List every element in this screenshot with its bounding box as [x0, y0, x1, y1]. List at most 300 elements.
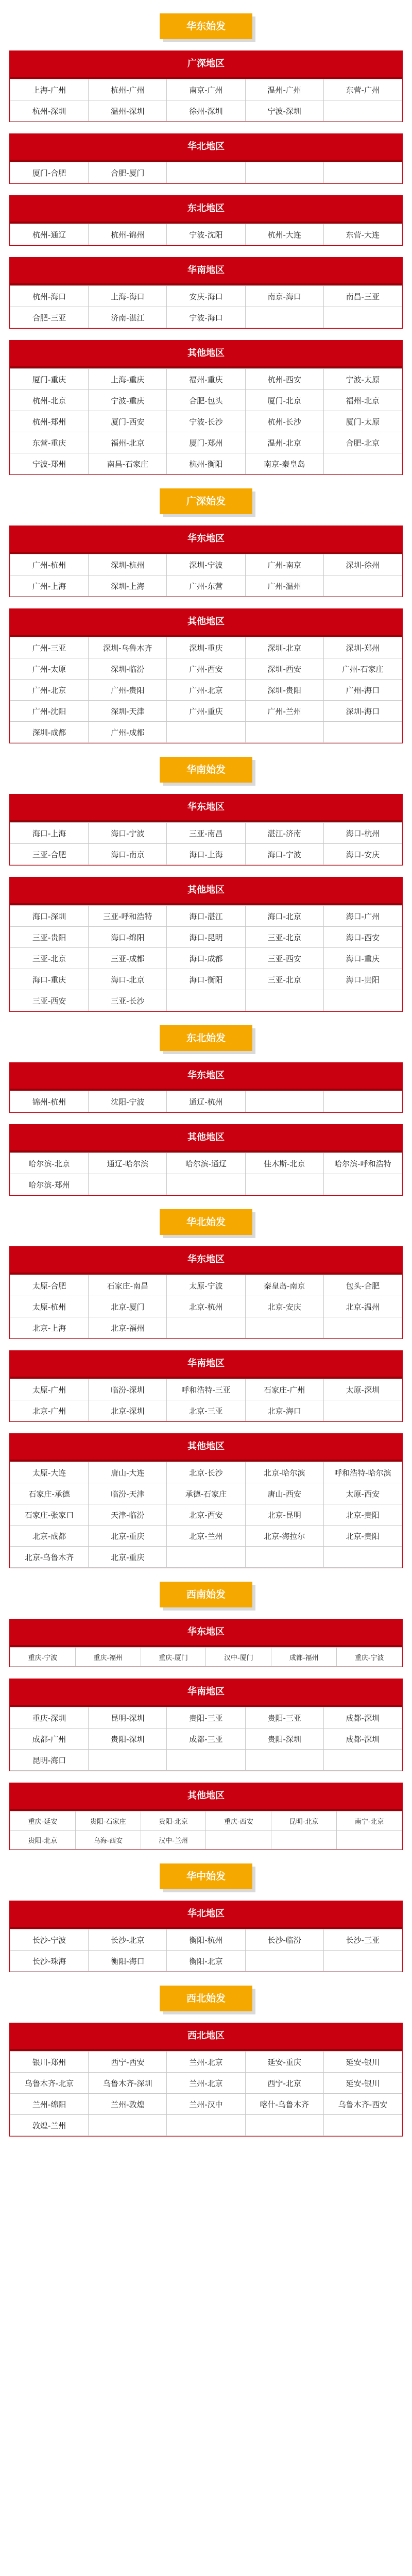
route-cell[interactable]: 杭州-海口: [10, 286, 89, 307]
route-row: [10, 1091, 402, 1112]
route-row: [10, 79, 402, 100]
route-cell[interactable]: 成都-深圳: [323, 1707, 402, 1728]
empty-cell: [323, 1317, 402, 1338]
route-cell[interactable]: 广州-上海: [10, 575, 89, 597]
route-table: [10, 1647, 402, 1667]
route-cell[interactable]: 太原-深圳: [323, 1379, 402, 1400]
route-row: [10, 2073, 402, 2094]
route-cell[interactable]: 北京-安庆: [245, 1296, 323, 1317]
route-cell[interactable]: 厦门-太原: [323, 411, 402, 432]
route-row: [10, 844, 402, 865]
route-cell[interactable]: 北京-哈尔滨: [245, 1462, 323, 1483]
route-cell[interactable]: 长沙-北京: [89, 1929, 167, 1951]
route-cell[interactable]: 北京-深圳: [89, 1400, 167, 1421]
route-cell[interactable]: 东营-大连: [323, 224, 402, 245]
route-cell[interactable]: 北京-海拉尔: [245, 1526, 323, 1547]
route-row: [10, 224, 402, 245]
route-cell[interactable]: 海口-北京: [245, 906, 323, 927]
route-cell[interactable]: 杭州-西安: [245, 369, 323, 390]
route-cell[interactable]: 广州-北京: [10, 680, 89, 701]
route-cell[interactable]: 西宁-西安: [89, 2052, 167, 2073]
route-cell[interactable]: 福州-北京: [89, 432, 167, 453]
route-cell[interactable]: 广州-海口: [323, 680, 402, 701]
route-cell[interactable]: 深圳-贵阳: [245, 680, 323, 701]
route-cell[interactable]: 深圳-临汾: [89, 658, 167, 680]
route-cell[interactable]: 安庆-海口: [167, 286, 245, 307]
route-cell[interactable]: 海口-重庆: [323, 948, 402, 969]
route-cell[interactable]: 佳木斯-北京: [245, 1153, 323, 1174]
route-cell[interactable]: 杭州-衡阳: [167, 453, 245, 474]
destination-panel: [9, 1783, 403, 1850]
route-row: [10, 286, 402, 307]
route-cell[interactable]: 贵阳-石家庄: [75, 1811, 141, 1831]
route-cell[interactable]: 杭州-北京: [10, 390, 89, 411]
route-cell[interactable]: 哈尔滨-呼和浩特: [323, 1153, 402, 1174]
route-cell[interactable]: 深圳-重庆: [167, 637, 245, 658]
route-cell[interactable]: 广州-三亚: [10, 637, 89, 658]
route-row: [10, 100, 402, 122]
route-cell[interactable]: 重庆-深圳: [10, 1707, 89, 1728]
route-cell[interactable]: 乌海-西安: [75, 1831, 141, 1850]
route-cell[interactable]: 宁波-郑州: [10, 453, 89, 474]
route-cell[interactable]: 通辽-哈尔滨: [89, 1153, 167, 1174]
route-cell[interactable]: 厦门-西安: [89, 411, 167, 432]
region-title: 华北地区: [10, 1901, 402, 1929]
route-cell[interactable]: 沈阳-宁波: [89, 1091, 167, 1112]
route-cell[interactable]: 福州-北京: [323, 390, 402, 411]
route-cell[interactable]: 北京-成都: [10, 1526, 89, 1547]
route-cell[interactable]: 宁波-深圳: [245, 100, 323, 122]
route-cell[interactable]: 广州-太原: [10, 658, 89, 680]
route-row: [10, 1526, 402, 1547]
route-cell[interactable]: 深圳-北京: [245, 637, 323, 658]
route-cell[interactable]: 贵阳-北京: [10, 1831, 76, 1850]
route-cell[interactable]: 广州-重庆: [167, 701, 245, 722]
route-row: [10, 1504, 402, 1526]
route-cell[interactable]: 广州-杭州: [10, 554, 89, 575]
route-cell[interactable]: 三亚-成都: [89, 948, 167, 969]
route-cell[interactable]: 延安-重庆: [245, 2052, 323, 2073]
destination-panel: [9, 1246, 403, 1339]
route-cell[interactable]: 兰州-北京: [167, 2052, 245, 2073]
route-cell[interactable]: 汉中-兰州: [141, 1831, 206, 1850]
destination-panel: [9, 608, 403, 743]
route-cell[interactable]: 重庆-宁波: [10, 1648, 76, 1667]
destination-panel: [9, 794, 403, 866]
empty-cell: [323, 307, 402, 328]
route-cell[interactable]: 重庆-延安: [10, 1811, 76, 1831]
route-cell[interactable]: 广州-成都: [89, 722, 167, 743]
route-cell[interactable]: 石家庄-广州: [245, 1379, 323, 1400]
route-cell[interactable]: 广州-北京: [167, 680, 245, 701]
route-cell[interactable]: 北京-温州: [323, 1296, 402, 1317]
route-cell[interactable]: 海口-宁波: [89, 823, 167, 844]
route-row: [10, 1275, 402, 1296]
empty-cell: [323, 162, 402, 183]
route-cell[interactable]: 深圳-宁波: [167, 554, 245, 575]
route-cell[interactable]: 贵阳-三亚: [167, 1707, 245, 1728]
route-cell[interactable]: 海口-上海: [10, 823, 89, 844]
empty-cell: [167, 1174, 245, 1195]
route-cell[interactable]: 广州-东营: [167, 575, 245, 597]
route-cell[interactable]: 海口-绵阳: [89, 927, 167, 948]
route-cell[interactable]: 昆明-深圳: [89, 1707, 167, 1728]
route-cell[interactable]: 东营-重庆: [10, 432, 89, 453]
destination-panel: [9, 1062, 403, 1113]
route-cell[interactable]: 北京-杭州: [167, 1296, 245, 1317]
route-cell[interactable]: 石家庄-南昌: [89, 1275, 167, 1296]
route-table: [10, 2051, 402, 2136]
empty-cell: [337, 1831, 402, 1850]
route-cell[interactable]: 贵阳-三亚: [245, 1707, 323, 1728]
destination-panel: [9, 257, 403, 329]
route-cell[interactable]: 三亚-长沙: [89, 990, 167, 1011]
route-cell[interactable]: 重庆-厦门: [141, 1648, 206, 1667]
route-cell[interactable]: 乌鲁木齐-西安: [323, 2094, 402, 2115]
route-cell[interactable]: 广州-南京: [245, 554, 323, 575]
route-cell[interactable]: 南宁-北京: [337, 1811, 402, 1831]
route-cell[interactable]: 广州-兰州: [245, 701, 323, 722]
route-cell[interactable]: 海口-深圳: [10, 906, 89, 927]
route-cell[interactable]: 石家庄-承德: [10, 1483, 89, 1504]
route-cell[interactable]: 乌鲁木齐-北京: [10, 2073, 89, 2094]
route-cell[interactable]: 合肥-包头: [167, 390, 245, 411]
route-cell[interactable]: 天津-临汾: [89, 1504, 167, 1526]
destination-panel: [9, 340, 403, 475]
route-cell[interactable]: 合肥-北京: [323, 432, 402, 453]
empty-cell: [167, 722, 245, 743]
route-cell[interactable]: 杭州-广州: [89, 79, 167, 100]
destination-panel: [9, 526, 403, 597]
empty-cell: [245, 162, 323, 183]
route-cell[interactable]: 长沙-珠海: [10, 1951, 89, 1972]
destination-panel: [9, 1679, 403, 1771]
route-cell[interactable]: 海口-安庆: [323, 844, 402, 865]
route-cell[interactable]: 海口-湛江: [167, 906, 245, 927]
route-cell[interactable]: 呼和浩特-哈尔滨: [323, 1462, 402, 1483]
route-cell[interactable]: 温州-北京: [245, 432, 323, 453]
route-cell[interactable]: 敦煌-兰州: [10, 2115, 89, 2136]
route-cell[interactable]: 温州-广州: [245, 79, 323, 100]
route-cell[interactable]: 广州-西安: [167, 658, 245, 680]
region-title: 华东地区: [10, 1247, 402, 1275]
route-cell[interactable]: 太原-杭州: [10, 1296, 89, 1317]
route-cell[interactable]: 太原-宁波: [167, 1275, 245, 1296]
region-title: 华东地区: [10, 1063, 402, 1091]
route-cell[interactable]: 海口-重庆: [10, 969, 89, 990]
route-table: [10, 1929, 402, 1972]
route-cell[interactable]: 杭州-长沙: [245, 411, 323, 432]
route-cell[interactable]: 宁波-沈阳: [167, 224, 245, 245]
route-cell[interactable]: 海口-上海: [167, 844, 245, 865]
origin-tag: 西北始发: [160, 1986, 252, 2011]
route-cell[interactable]: 衡阳-海口: [89, 1951, 167, 1972]
route-cell[interactable]: 三亚-北京: [245, 969, 323, 990]
destination-panel: [9, 1619, 403, 1667]
route-cell[interactable]: 海口-宁波: [245, 844, 323, 865]
route-cell[interactable]: 福州-重庆: [167, 369, 245, 390]
destination-panel: [9, 195, 403, 246]
empty-cell: [271, 1831, 337, 1850]
route-cell[interactable]: 太原-大连: [10, 1462, 89, 1483]
route-row: [10, 1462, 402, 1483]
route-cell[interactable]: 深圳-杭州: [89, 554, 167, 575]
route-cell[interactable]: 临汾-深圳: [89, 1379, 167, 1400]
empty-cell: [323, 1547, 402, 1568]
route-cell[interactable]: 杭州-大连: [245, 224, 323, 245]
destination-panel: [9, 2023, 403, 2137]
route-cell[interactable]: 三亚-西安: [245, 948, 323, 969]
region-title: 其他地区: [10, 1125, 402, 1153]
empty-cell: [245, 1750, 323, 1771]
route-cell[interactable]: 北京-海口: [245, 1400, 323, 1421]
route-cell[interactable]: 锦州-杭州: [10, 1091, 89, 1112]
empty-cell: [245, 2115, 323, 2136]
route-cell[interactable]: 南京-秦皇岛: [245, 453, 323, 474]
route-cell[interactable]: 海口-南京: [89, 844, 167, 865]
route-cell[interactable]: 深圳-上海: [89, 575, 167, 597]
route-cell[interactable]: 三亚-南昌: [167, 823, 245, 844]
route-cell[interactable]: 南昌-石家庄: [89, 453, 167, 474]
route-row: [10, 307, 402, 328]
route-cell[interactable]: 北京-乌鲁木齐: [10, 1547, 89, 1568]
route-row: [10, 162, 402, 183]
route-cell[interactable]: 北京-贵阳: [323, 1526, 402, 1547]
route-cell[interactable]: 贵阳-深圳: [245, 1728, 323, 1750]
route-cell[interactable]: 成都-福州: [271, 1648, 337, 1667]
route-cell[interactable]: 哈尔滨-北京: [10, 1153, 89, 1174]
route-cell[interactable]: 北京-广州: [10, 1400, 89, 1421]
route-table: [10, 162, 402, 183]
route-cell[interactable]: 兰州-绵阳: [10, 2094, 89, 2115]
route-cell[interactable]: 深圳-成都: [10, 722, 89, 743]
route-cell[interactable]: 石家庄-张家口: [10, 1504, 89, 1526]
route-cell[interactable]: 厦门-北京: [245, 390, 323, 411]
route-cell[interactable]: 三亚-呼和浩特: [89, 906, 167, 927]
route-cell[interactable]: 重庆-西安: [206, 1811, 271, 1831]
route-cell[interactable]: 通辽-杭州: [167, 1091, 245, 1112]
route-cell[interactable]: 宁波-长沙: [167, 411, 245, 432]
route-cell[interactable]: 三亚-贵阳: [10, 927, 89, 948]
route-row: [10, 927, 402, 948]
route-cell[interactable]: 成都-广州: [10, 1728, 89, 1750]
route-cell[interactable]: 上海-重庆: [89, 369, 167, 390]
route-cell[interactable]: 杭州-锦州: [89, 224, 167, 245]
route-cell[interactable]: 北京-上海: [10, 1317, 89, 1338]
route-cell[interactable]: 海口-昆明: [167, 927, 245, 948]
origin-section: [0, 1850, 412, 1972]
route-cell[interactable]: 海口-衡阳: [167, 969, 245, 990]
route-cell[interactable]: 北京-贵阳: [323, 1504, 402, 1526]
route-cell[interactable]: 杭州-郑州: [10, 411, 89, 432]
route-cell[interactable]: 海口-成都: [167, 948, 245, 969]
destination-panel: [9, 1901, 403, 1972]
destination-panel: [9, 1433, 403, 1568]
route-cell[interactable]: 三亚-北京: [245, 927, 323, 948]
route-cell[interactable]: 长沙-三亚: [323, 1929, 402, 1951]
route-cell[interactable]: 重庆-福州: [75, 1648, 141, 1667]
region-title: 华南地区: [10, 1351, 402, 1379]
empty-cell: [323, 575, 402, 597]
route-table: [10, 1811, 402, 1850]
route-cell[interactable]: 上海-海口: [89, 286, 167, 307]
origin-section: [0, 475, 412, 743]
route-cell[interactable]: 延安-银川: [323, 2073, 402, 2094]
route-cell[interactable]: 太原-合肥: [10, 1275, 89, 1296]
route-cell[interactable]: 杭州-深圳: [10, 100, 89, 122]
region-title: 华东地区: [10, 526, 402, 554]
route-cell[interactable]: 南昌-三亚: [323, 286, 402, 307]
route-cell[interactable]: 喀什-乌鲁木齐: [245, 2094, 323, 2115]
route-cell[interactable]: 深圳-西安: [245, 658, 323, 680]
route-cell[interactable]: 三亚-北京: [10, 948, 89, 969]
route-cell[interactable]: 兰州-敦煌: [89, 2094, 167, 2115]
empty-cell: [206, 1831, 271, 1850]
route-cell[interactable]: 衡阳-杭州: [167, 1929, 245, 1951]
route-cell[interactable]: 广州-温州: [245, 575, 323, 597]
route-cell[interactable]: 杭州-通辽: [10, 224, 89, 245]
region-title: 华东地区: [10, 794, 402, 822]
route-cell[interactable]: 北京-兰州: [167, 1526, 245, 1547]
route-cell[interactable]: 长沙-宁波: [10, 1929, 89, 1951]
route-cell[interactable]: 海口-西安: [323, 927, 402, 948]
route-cell[interactable]: 汉中-厦门: [206, 1648, 271, 1667]
route-cell[interactable]: 呼和浩特-三亚: [167, 1379, 245, 1400]
route-cell[interactable]: 合肥-厦门: [89, 162, 167, 183]
route-cell[interactable]: 成都-深圳: [323, 1728, 402, 1750]
route-row: [10, 1951, 402, 1972]
route-cell[interactable]: 深圳-徐州: [323, 554, 402, 575]
route-cell[interactable]: 北京-昆明: [245, 1504, 323, 1526]
route-cell[interactable]: 深圳-郑州: [323, 637, 402, 658]
route-row: [10, 1929, 402, 1951]
destination-panel: [9, 1350, 403, 1422]
route-cell[interactable]: 乌鲁木齐-深圳: [89, 2073, 167, 2094]
route-row: [10, 680, 402, 701]
route-cell[interactable]: 深圳-海口: [323, 701, 402, 722]
empty-cell: [323, 1951, 402, 1972]
route-cell[interactable]: 宁波-海口: [167, 307, 245, 328]
route-cell[interactable]: 东营-广州: [323, 79, 402, 100]
route-cell[interactable]: 兰州-北京: [167, 2073, 245, 2094]
route-row: [10, 453, 402, 474]
route-cell[interactable]: 宁波-重庆: [89, 390, 167, 411]
route-cell[interactable]: 海口-杭州: [323, 823, 402, 844]
route-table: [10, 554, 402, 597]
route-cell[interactable]: 长沙-临汾: [245, 1929, 323, 1951]
empty-cell: [323, 990, 402, 1011]
route-cell[interactable]: 唐山-西安: [245, 1483, 323, 1504]
route-cell[interactable]: 贵阳-深圳: [89, 1728, 167, 1750]
route-cell[interactable]: 徐州-深圳: [167, 100, 245, 122]
route-cell[interactable]: 三亚-西安: [10, 990, 89, 1011]
route-cell[interactable]: 临汾-天津: [89, 1483, 167, 1504]
route-cell[interactable]: 广州-石家庄: [323, 658, 402, 680]
route-cell[interactable]: 北京-厦门: [89, 1296, 167, 1317]
route-cell[interactable]: 太原-西安: [323, 1483, 402, 1504]
region-title: 东北地区: [10, 196, 402, 224]
route-row: [10, 2052, 402, 2073]
route-cell[interactable]: 北京-重庆: [89, 1526, 167, 1547]
route-cell[interactable]: 唐山-大连: [89, 1462, 167, 1483]
route-cell[interactable]: 哈尔滨-郑州: [10, 1174, 89, 1195]
route-cell[interactable]: 厦门-合肥: [10, 162, 89, 183]
route-cell[interactable]: 厦门-重庆: [10, 369, 89, 390]
route-cell[interactable]: 上海-广州: [10, 79, 89, 100]
route-cell[interactable]: 包头-合肥: [323, 1275, 402, 1296]
route-cell[interactable]: 广州-沈阳: [10, 701, 89, 722]
region-title: 华南地区: [10, 1679, 402, 1707]
route-cell[interactable]: 合肥-三亚: [10, 307, 89, 328]
route-cell[interactable]: 北京-三亚: [167, 1400, 245, 1421]
destination-panel: [9, 877, 403, 1012]
route-cell[interactable]: 济南-湛江: [89, 307, 167, 328]
route-table: [10, 1091, 402, 1112]
route-cell[interactable]: 北京-福州: [89, 1317, 167, 1338]
route-cell[interactable]: 海口-北京: [89, 969, 167, 990]
route-cell[interactable]: 深圳-天津: [89, 701, 167, 722]
route-row: [10, 369, 402, 390]
route-cell[interactable]: 南京-海口: [245, 286, 323, 307]
route-cell[interactable]: 三亚-合肥: [10, 844, 89, 865]
route-cell[interactable]: 海口-贵阳: [323, 969, 402, 990]
route-row: [10, 906, 402, 927]
region-title: 其他地区: [10, 609, 402, 637]
route-cell[interactable]: 西宁-北京: [245, 2073, 323, 2094]
route-table: [10, 79, 402, 122]
route-cell[interactable]: 银川-郑州: [10, 2052, 89, 2073]
route-cell[interactable]: 湛江-济南: [245, 823, 323, 844]
empty-cell: [245, 990, 323, 1011]
route-row: [10, 2115, 402, 2136]
route-cell[interactable]: 宁波-太原: [323, 369, 402, 390]
route-cell[interactable]: 秦皇岛-南京: [245, 1275, 323, 1296]
route-row: [10, 990, 402, 1011]
empty-cell: [245, 722, 323, 743]
route-cell[interactable]: 太原-广州: [10, 1379, 89, 1400]
route-cell[interactable]: 昆明-海口: [10, 1750, 89, 1771]
empty-cell: [89, 1174, 167, 1195]
route-cell[interactable]: 广州-贵阳: [89, 680, 167, 701]
route-cell[interactable]: 北京-长沙: [167, 1462, 245, 1483]
route-row: [10, 2094, 402, 2115]
route-table: [10, 1153, 402, 1195]
route-table: [10, 1707, 402, 1771]
route-cell[interactable]: 南京-广州: [167, 79, 245, 100]
route-cell[interactable]: 北京-重庆: [89, 1547, 167, 1568]
route-cell[interactable]: 北京-西安: [167, 1504, 245, 1526]
route-cell[interactable]: 承德-石家庄: [167, 1483, 245, 1504]
route-cell[interactable]: 兰州-汉中: [167, 2094, 245, 2115]
origin-section: [0, 1972, 412, 2137]
origin-section: [0, 743, 412, 1012]
route-cell[interactable]: 延安-银川: [323, 2052, 402, 2073]
route-cell[interactable]: 衡阳-北京: [167, 1951, 245, 1972]
region-title: 其他地区: [10, 877, 402, 905]
route-cell[interactable]: 成都-三亚: [167, 1728, 245, 1750]
empty-cell: [167, 162, 245, 183]
route-cell[interactable]: 贵阳-北京: [141, 1811, 206, 1831]
origin-tag: 广深始发: [160, 488, 252, 514]
route-cell[interactable]: 哈尔滨-通辽: [167, 1153, 245, 1174]
route-cell[interactable]: 海口-广州: [323, 906, 402, 927]
route-row: [10, 1750, 402, 1771]
route-cell[interactable]: 昆明-北京: [271, 1811, 337, 1831]
route-cell[interactable]: 深圳-乌鲁木齐: [89, 637, 167, 658]
route-cell[interactable]: 温州-深圳: [89, 100, 167, 122]
route-cell[interactable]: 重庆-宁波: [337, 1648, 402, 1667]
route-cell[interactable]: 厦门-郑州: [167, 432, 245, 453]
